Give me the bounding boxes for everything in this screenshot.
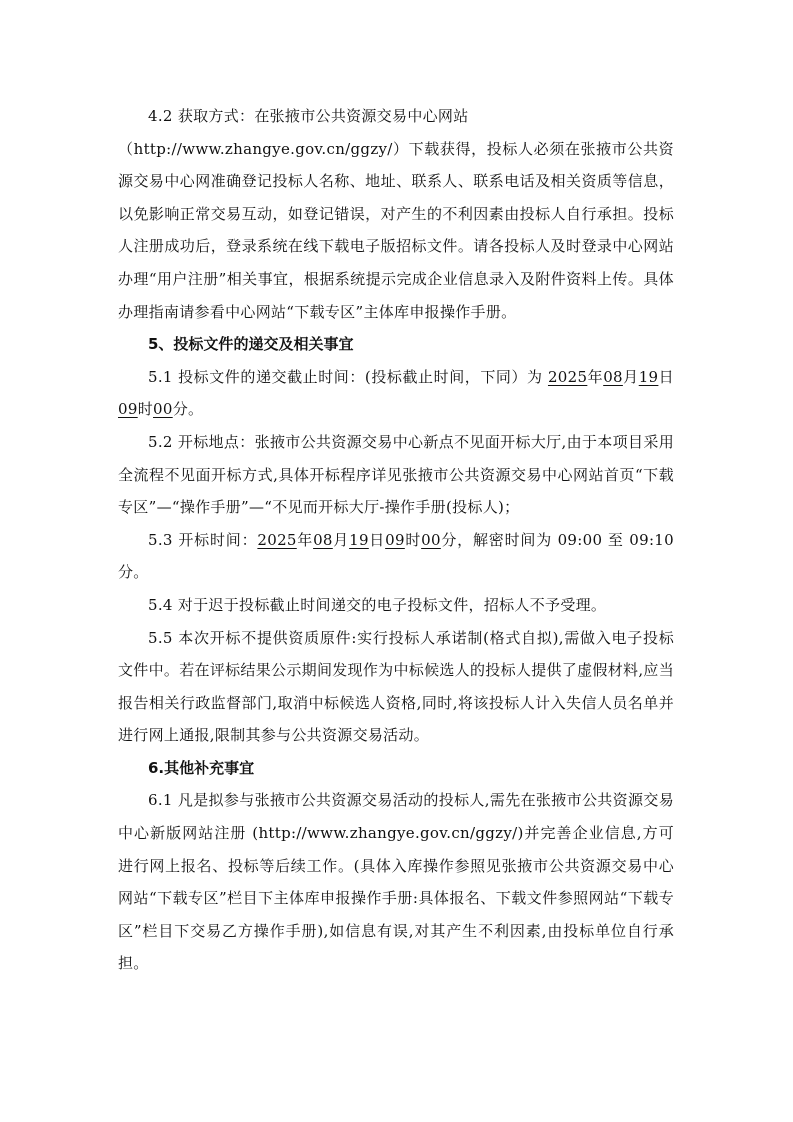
paragraph-4-2-line1: 4.2 获取方式：在张掖市公共资源交易中心网站 bbox=[148, 107, 469, 125]
paragraph-5-4: 5.4 对于迟于投标截止时间递交的电子投标文件，招标人不予受理。 bbox=[148, 595, 607, 614]
paragraph-5-5: 5.5 本次开标不提供资质原件:实行投标人承诺制(格式自拟),需做入电子投标文件中。若在评标结果公示期间发现作为中标候选人的投标人提供了虚假材料,应当报告相关行政监督部门,取消中标候选人资格,同时,将该投标人计入失信人员名单并进行网上通报,限制其参与公共资源交易活动。 bbox=[118, 628, 674, 745]
opening-minute: 00 bbox=[421, 530, 441, 549]
opening-month-label: 月 bbox=[332, 530, 350, 549]
paragraph-5-2: 5.2 开标地点：张掖市公共资源交易中心新点不见面开标大厅,由于本项目采用全流程不见面开标方式,具体开标程序详见张掖市公共资源交易中心网站首页“下载专区”—“操作手册”—“不见而开标大厅-操作手册(投标人)； bbox=[118, 432, 674, 517]
opening-hour: 09 bbox=[385, 530, 405, 549]
opening-suffix: 分，解密时间为 09:00 至 09:10 分。 bbox=[118, 530, 674, 582]
deadline-suffix: 分。 bbox=[172, 400, 204, 419]
paragraph-4-2-body: （http://www.zhangye.gov.cn/ggzy/）下载获得，投标人必须在张掖市公共资源交易中心网准确登记投标人名称、地址、联系人、联系电话及相关资质等信息，以免影响正常交易互动，如登记错误，对产生的不利因素由投标人自行承担。投标人注册成功后，登录系统在线下载电子版招标文件。请各投标人及时登录中心网站办理“用户注册”相关事宜，根据系统提示完成企业信息录入及附件资料上传。具体办理指南请参看中心网站“下载专区”主体库申报操作手册。 bbox=[118, 139, 674, 321]
paragraph-5-3 bbox=[118, 524, 674, 589]
section-5-heading: 5、投标文件的递交及相关事宜 bbox=[148, 335, 354, 354]
deadline-month: 08 bbox=[603, 367, 623, 386]
deadline-day-label: 日 bbox=[658, 367, 674, 386]
opening-prefix: 5.3 开标时间： bbox=[148, 530, 258, 549]
opening-day: 19 bbox=[349, 530, 369, 549]
opening-year: 2025 bbox=[257, 530, 297, 549]
deadline-hour-label: 时 bbox=[137, 400, 153, 419]
opening-day-label: 日 bbox=[368, 530, 386, 549]
opening-hour-label: 时 bbox=[404, 530, 422, 549]
document-page bbox=[118, 100, 674, 980]
paragraph-5-1 bbox=[118, 361, 674, 426]
deadline-prefix: 5.1 投标文件的递交截止时间：(投标截止时间，下同）为 bbox=[148, 367, 548, 386]
paragraph-6-1: 6.1 凡是拟参与张掖市公共资源交易活动的投标人,需先在张掖市公共资源交易中心新版网站注册 (http://www.zhangye.gov.cn/ggzy/)并完善企业信息,方可进行网上报名、投标等后续工作。(具体入库操作参照见张掖市公共资源交易中心网站“下载专区”栏目下主体库申报操作手册:具体报名、下载文件参照网站“下载专区”栏目下交易乙方操作手册),如信息有误,对其产生不利因素,由投标单位自行承担。 bbox=[118, 791, 674, 973]
section-6-heading: 6.其他补充事宜 bbox=[148, 758, 255, 777]
deadline-year: 2025 bbox=[547, 367, 588, 386]
opening-year-label: 年 bbox=[296, 530, 314, 549]
opening-month: 08 bbox=[313, 530, 333, 549]
deadline-month-label: 月 bbox=[622, 367, 639, 386]
deadline-day: 19 bbox=[638, 367, 659, 386]
deadline-minute: 00 bbox=[153, 400, 173, 419]
deadline-year-label: 年 bbox=[587, 367, 604, 386]
deadline-hour: 09 bbox=[118, 400, 138, 419]
